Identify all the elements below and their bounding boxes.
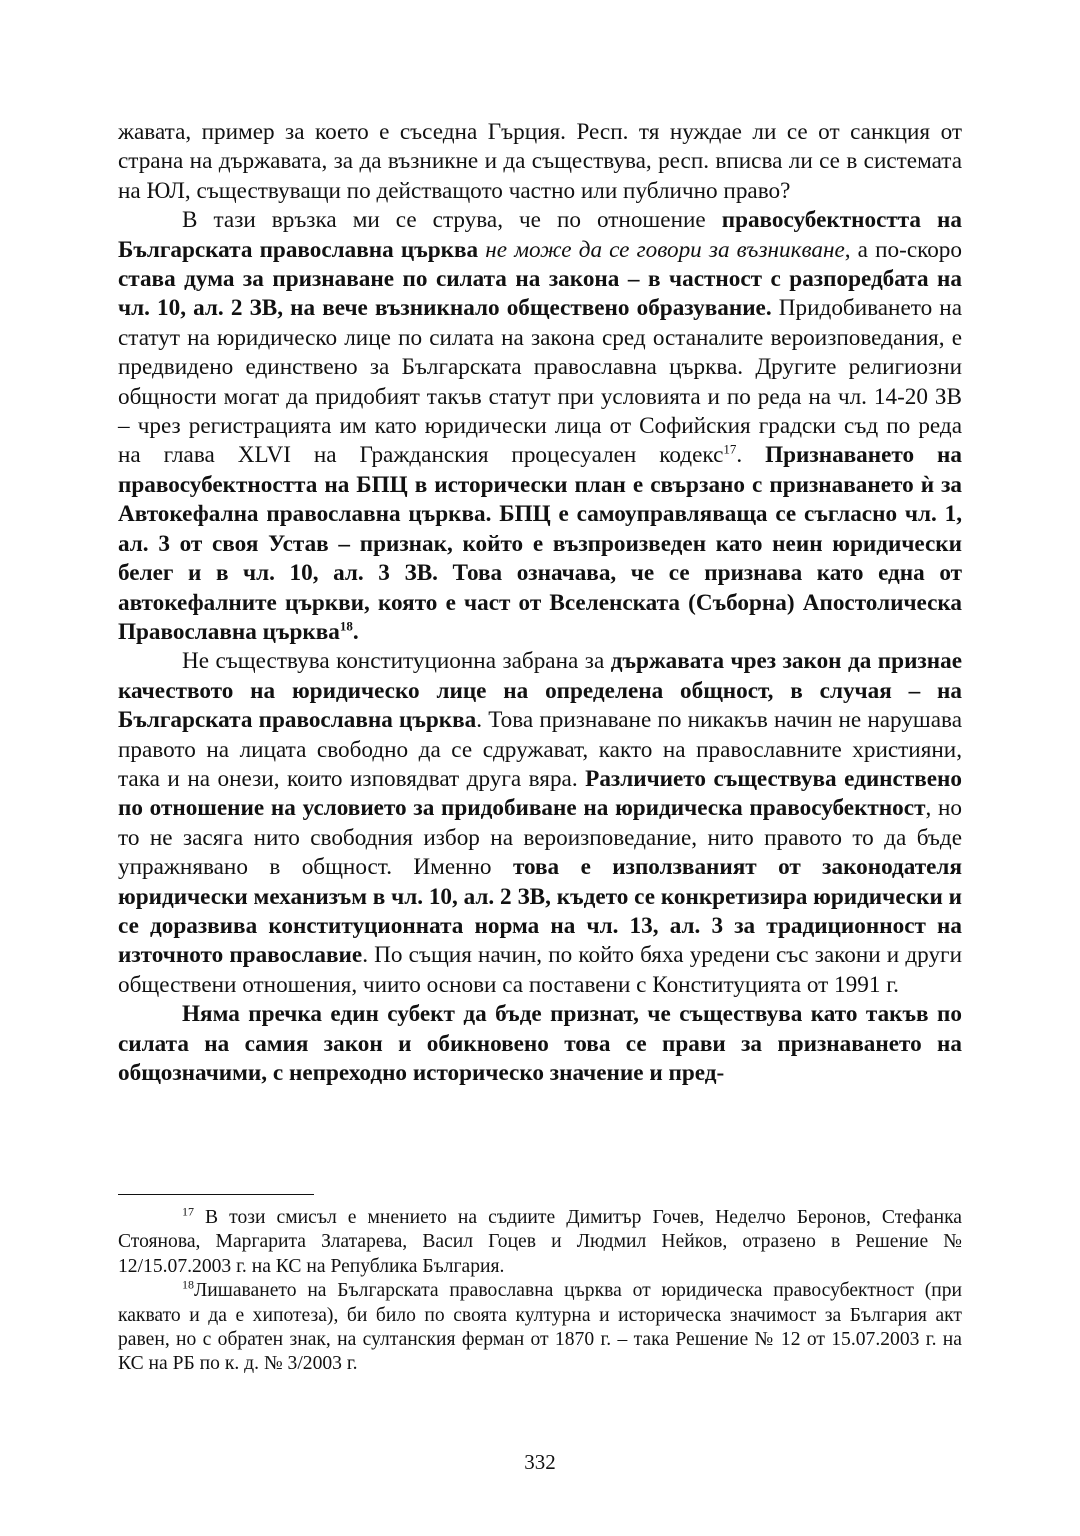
paragraph-1: жавата, пример за което е съседна Гърция. Респ. тя нуждае ли се от санкция от страна на държавата, за да възникне и да съществува, респ. вписва ли се в системата на ЮЛ, съществуващи по действащото частно или публично право?	[118, 119, 962, 204]
paragraph-3	[118, 647, 962, 1000]
text: , но то не засяга нито свободния избор на вероизповедание, нито правото то да бъде упражнявано в общност. Именно	[118, 795, 962, 881]
footnote-18	[118, 1279, 962, 1377]
footnotes	[118, 1206, 962, 1377]
footnote-text: Лишаването на Българската православна църква от юридическа правосубектност (при каквато и да е хипотеза), би било по своята културна и историческа значимост за България акт равен, но с обратен знак, на султанския ферман от 1870 г. – така Решение № 12 от 15.07.2003 г. на КС на РБ по к. д. № 3/2003 г.	[118, 1280, 962, 1375]
text: , а по-скоро	[844, 236, 962, 263]
footnote-ref-18[interactable]: 18	[339, 618, 353, 634]
page-number: 332	[524, 1450, 556, 1474]
footnote-number: 17	[182, 1204, 194, 1219]
footnote-text: В този смисъл е мнението на съдиите Димитър Гочев, Неделчо Беронов, Стефанка Стоянова, Маргарита Златарева, Васил Гоцев и Людмил Нейков, отразено в Решение № 12/15.07.2003 г. на КС на Република България.	[118, 1207, 962, 1277]
footnote-17	[118, 1206, 962, 1279]
bold-text: Различието съществува единствено по отношение на условието за придобиване на юридическа правосубектност	[118, 765, 962, 822]
text: Придобиването на статут на юридическо лице по силата на закона сред останалите вероизповедания, е предвидено единствено за Българската православна църква. Другите религиозни общности могат да придобият такъв статут при условията и по реда на чл. 14-20 ЗВ – чрез регистрацията им като юридически лица от Софийския градски съд по реда на глава XLVI на Гражданския процесуален кодекс	[118, 295, 963, 469]
text: В тази връзка ми се струва, че по отношение	[182, 207, 722, 234]
footnote-number: 18	[182, 1277, 194, 1292]
paragraph-4: Няма пречка един субект да бъде признат, че съществува като такъв по силата на самия закон и обикновено това се прави за признаването на общозначими, с непреходно историческо значение и пред-	[118, 1001, 962, 1086]
bold-text: правосубектността на Българската православна църква	[118, 207, 962, 263]
italic-text: не може да се говори за възникване	[485, 236, 845, 263]
bold-text: това е използваният от законодателя юридически механизъм в чл. 10, ал. 2 ЗВ, където се конкретизира юридически и се доразвива конституционната норма на чл. 13, ал. 3 за традиционност на източното православие	[118, 854, 962, 969]
text: Не съществува конституционна забрана за	[182, 648, 611, 675]
footnote-ref-17[interactable]: 17	[723, 441, 737, 457]
page-body	[118, 118, 962, 1088]
text: . Това признаване по никакъв начин не нарушава правото на лицата свободно да се сдружават, както на православните християни, така и на онези, които изповядват друга вяра.	[118, 707, 962, 792]
bold-text: става дума за признаване по силата на закона – в частност с разпоредбата на чл. 10, ал. 2 ЗВ, на вече възникнало обществено образувание.	[118, 266, 962, 322]
bold-text: Признаването на правосубектността на БПЦ в исторически план е свързано с признаването ѝ за Автокефална православна църква. БПЦ е самоуправляваща се съгласно чл. 1, ал. 3 от своя Устав – признак, който е възпроизведен като неин юридически белег и в чл. 10, ал. 3 ЗВ. Това означава, че се признава като една от автокефалните църкви, която е част от Вселенската (Съборна) Апостолическа Православна църква	[118, 442, 962, 645]
bold-text: държавата чрез закон да признае качеството на юридическо лице на определена общност, в случая – на Българската православна църква	[118, 648, 962, 734]
text: . По същия начин, по който бяха уредени със закони и други обществени отношения, чиито основи са поставени с Конституцията от 1991 г.	[118, 942, 962, 998]
bold-text: .	[352, 618, 359, 645]
text: .	[736, 442, 766, 469]
paragraph-2	[118, 206, 962, 647]
footnote-separator	[118, 1194, 314, 1195]
